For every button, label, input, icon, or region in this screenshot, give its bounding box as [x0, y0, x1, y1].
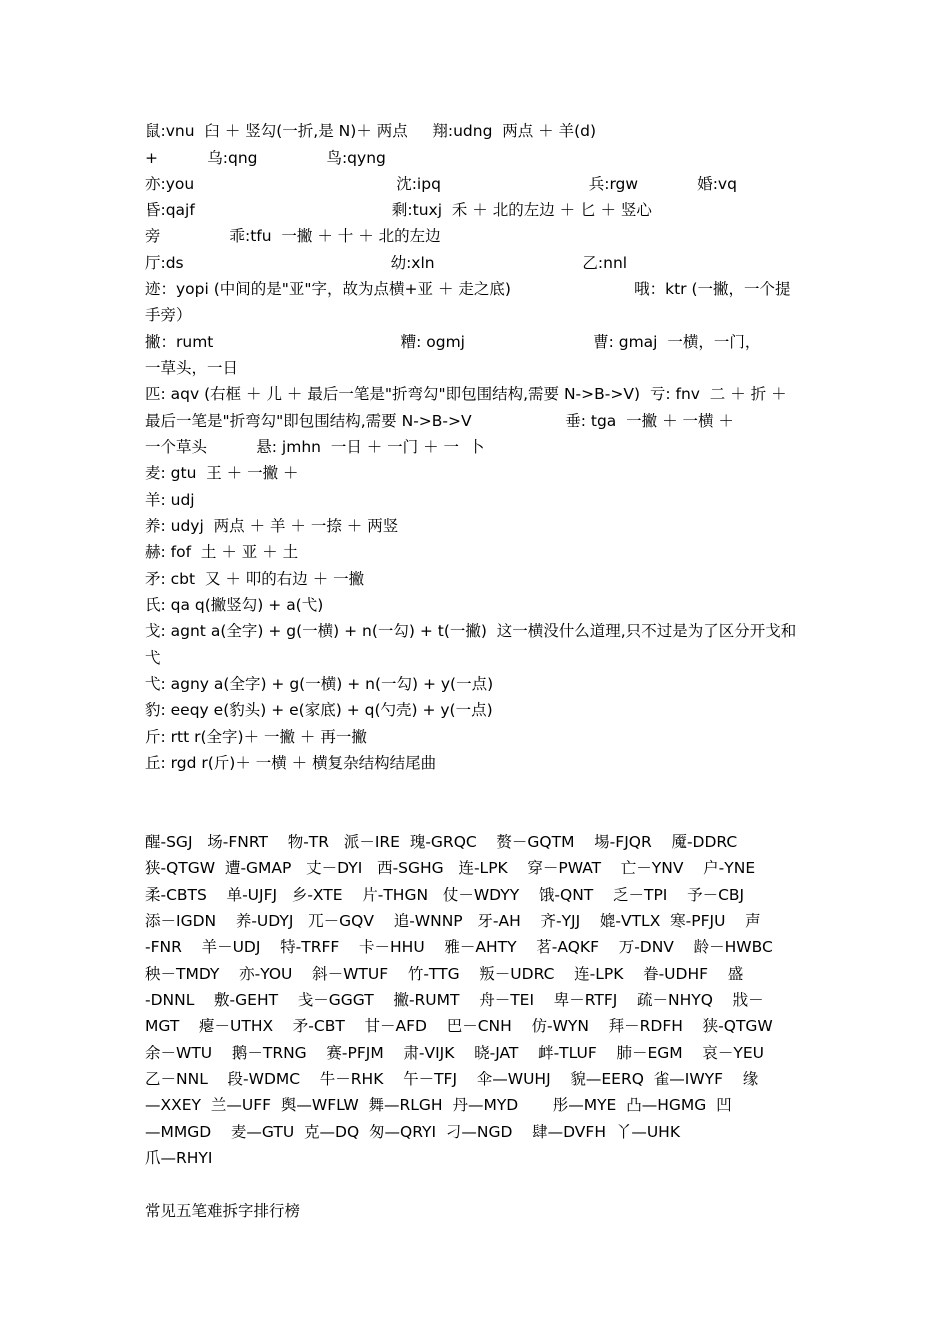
text-line: 豹: eeqy e(豹头) + e(家底) + q(勺壳) + y(一点) [145, 701, 493, 719]
text-line: 手旁） [145, 306, 192, 324]
text-line: 鼠:vnu 臼 ＋ 竖勾(一折,是 N)＋ 两点 翔:udng 两点 ＋ 羊(d) [145, 122, 597, 140]
text-line: 赫: fof 土 ＋ 亚 ＋ 土 [145, 543, 299, 561]
text-line: 迹：yopi (中间的是"亚"字，故为点横+亚 ＋ 走之底) 哦：ktr (一撇，一个提 [145, 280, 791, 298]
text-line: 麦: gtu 王 ＋ 一撇 ＋ [145, 464, 299, 482]
text-line: 矛: cbt 又 ＋ 叩的右边 ＋ 一撇 [145, 570, 365, 588]
text-line: -FNR 羊－UDJ 特-TRFF 卡－HHU 雅－AHTY 茗-AQKF 万-DNV 龄－HWBC [145, 938, 773, 956]
text-line: 醒-SGJ 场-FNRT 物-TR 派－IRE 瑰-GRQC 赘－GQTM 埸-FJQR 魇-DDRC [145, 833, 738, 851]
text-line: 最后一笔是"折弯勾"即包围结构,需要 N->B->V 垂: tga 一撇 ＋ 一横 ＋ [145, 412, 734, 430]
text-line: 爪—RHYI [145, 1149, 213, 1167]
text-line: 羊: udj [145, 491, 195, 509]
text-line: —MMGD 麦—GTU 克—DQ 匆—QRYI 刁—NGD 肆—DVFH 丫—UHK [145, 1123, 680, 1141]
text-line: —XXEY 兰—UFF 舆—WFLW 舞—RLGH 丹—MYD 彤—MYE 凸—HGMG 凹 [145, 1096, 732, 1114]
text-line: 狭-QTGW 遭-GMAP 丈－DYI 西-SGHG 连-LPK 穿－PWAT 亡－YNV 户-YNE [145, 859, 756, 877]
text-line: -DNNL 敷-GEHT 戋－GGGT 撇-RUMT 舟－TEI 卑－RTFJ 疏－NHYQ 戕－ [145, 991, 764, 1009]
text-line: 余－WTU 鹅－TRNG 赛-PFJM 肃-VIJK 晓-JAT 衅-TLUF 肺－EGM 哀－YEU [145, 1044, 764, 1062]
text-line: 弋: agny a(全字) + g(一横) + n(一勾) + y(一点) [145, 675, 494, 693]
text-line: 乙－NNL 段-WDMC 牛－RHK 午－TFJ 伞—WUHJ 貌—EERQ 雀—IWYF 缘 [145, 1070, 759, 1088]
text-line: 一个草头 悬: jmhn 一日 ＋ 一门 ＋ 一 卜 [145, 438, 485, 456]
text-line: 柔-CBTS 单-UJFJ 乡-XTE 片-THGN 仗－WDYY 饿-QNT 乏－TPI 予－CBJ [145, 886, 745, 904]
text-line: 昏:qajf 剩:tuxj 禾 ＋ 北的左边 ＋ 匕 ＋ 竖心 [145, 201, 652, 219]
text-line: 添－IGDN 养-UDYJ 兀－GQV 追-WNNP 牙-AH 齐-YJJ 媲-VTLX 寒-PFJU 声 [145, 912, 761, 930]
text-line: 弋 [145, 649, 161, 667]
text-line: 匹: aqv (右框 ＋ 儿 ＋ 最后一笔是"折弯勾"即包围结构,需要 N->B->V) 亏: fnv 二 ＋ 折 ＋ [145, 385, 787, 403]
text-line: 斤: rtt r(全字)＋ 一撇 ＋ 再一撇 [145, 728, 367, 746]
text-line: 丘: rgd r(斤)＋ 一横 ＋ 横复杂结构结尾曲 [145, 754, 437, 772]
text-line: 亦:you 沈:ipq 兵:rgw 婚:vq [145, 175, 737, 193]
text-line: 厅:ds 幼:xln 乙:nnl [145, 254, 628, 272]
text-line: 旁 乖:tfu 一撇 ＋ 十 ＋ 北的左边 [145, 227, 441, 245]
text-line: 氏: qa q(撇竖勾) + a(弋) [145, 596, 324, 614]
text-line: + 乌:qng 鸟:qyng [145, 149, 386, 167]
text-line: 戈: agnt a(全字) + g(一横) + n(一勾) + t(一撇) 这一横没什么道理,只不过是为了区分开戈和 [145, 622, 797, 640]
text-line: 撇：rumt 糟: ogmj 曹: gmaj 一横，一门， [145, 333, 761, 351]
text-line: 一草头，一日 [145, 359, 239, 377]
text-line: 养: udyj 两点 ＋ 羊 ＋ 一捺 ＋ 两竖 [145, 517, 399, 535]
section-heading: 常见五笔难拆字排行榜 [145, 1202, 301, 1220]
text-line: MGT 瘪－UTHX 矛-CBT 甘－AFD 巴－CNH 仿-WYN 拜－RDFH 狭-QTGW [145, 1017, 773, 1035]
text-line: 秧－TMDY 亦-YOU 斜－WTUF 竹-TTG 叛－UDRC 连-LPK 眷-UDHF 盛 [145, 965, 744, 983]
